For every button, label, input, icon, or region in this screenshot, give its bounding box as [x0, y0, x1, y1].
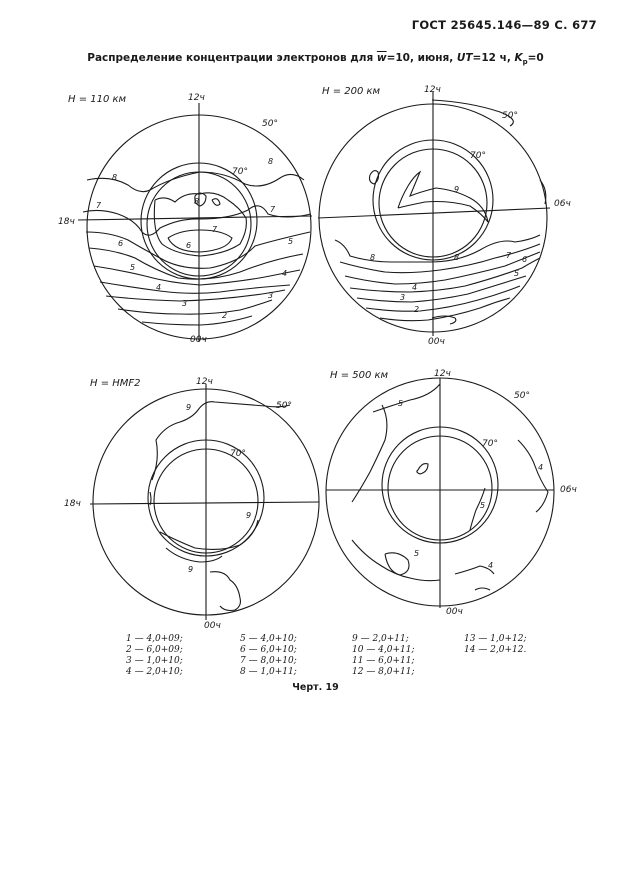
latitude-label-inner: 70°: [470, 151, 486, 161]
hour-label-bottom: 00ч: [428, 337, 445, 347]
contour-label: 6: [522, 255, 528, 264]
hour-label-top: 12ч: [424, 85, 441, 95]
contour-label: 9: [188, 565, 194, 574]
contour-label: 4: [412, 283, 418, 292]
contour-line: [83, 206, 311, 235]
contour-line: [100, 282, 290, 293]
title-w-symbol: $\overline{w}$: [376, 52, 387, 64]
hour-label-bottom: 00ч: [204, 621, 221, 631]
contour-label: 8: [454, 253, 460, 262]
contour-label: 4: [156, 283, 162, 292]
contour-label: 2: [414, 305, 420, 314]
legend-column: [240, 634, 297, 678]
contour-line: [168, 230, 232, 252]
contour-label: 9: [186, 403, 192, 412]
contour-label: 7: [212, 225, 218, 234]
contour-line: [87, 172, 304, 192]
contour-label: 5: [398, 399, 404, 408]
legend-item: 14 — 2,0+12.: [464, 645, 527, 655]
latitude-label-outer: 50°: [502, 111, 518, 121]
contour-label: 4: [488, 561, 494, 570]
panel-110km: [78, 103, 312, 342]
legend-item: 13 — 1,0+12;: [464, 634, 527, 644]
contour-label: 5: [514, 269, 520, 278]
contour-line: [118, 300, 272, 314]
latitude-label-inner: 70°: [482, 439, 498, 449]
contour-line: [212, 199, 220, 206]
contour-line: [86, 232, 310, 268]
hour-label-right: 06ч: [554, 199, 571, 209]
contour-line: [357, 276, 526, 302]
latitude-label-inner: 70°: [232, 167, 248, 177]
contour-label: 5: [130, 263, 136, 272]
contour-label: 5: [480, 501, 486, 510]
legend-item: 4 — 2,0+10;: [126, 667, 183, 677]
contour-label: 8: [194, 197, 200, 206]
contour-line: [152, 402, 290, 480]
title-middle: =10, июня,: [386, 52, 457, 64]
legend-item: 7 — 8,0+10;: [240, 656, 297, 666]
title-ut-value: =12 ч,: [472, 52, 515, 64]
latitude-label-outer: 50°: [514, 391, 530, 401]
hour-label-top: 12ч: [434, 369, 451, 379]
meridian-18-06: [318, 208, 550, 218]
height-label: H = 500 км: [330, 370, 389, 381]
contour-label: 3: [400, 293, 406, 302]
contour-line: [106, 290, 285, 301]
contour-label: 5: [414, 549, 420, 558]
contour-line: [160, 520, 258, 549]
contour-line: [518, 440, 548, 512]
hour-label-bottom: 00ч: [446, 607, 463, 617]
figure-caption: Черт. 19: [292, 682, 339, 693]
hour-label-right: 06ч: [560, 485, 577, 495]
contour-label: 5: [288, 237, 294, 246]
contour-label: 7: [96, 201, 102, 210]
panel-200km: [318, 92, 550, 336]
contour-label: 8: [112, 173, 118, 182]
contour-label: 7: [270, 205, 276, 214]
contour-line: [142, 316, 252, 325]
page-header: ГОСТ 25645.146—89 С. 677: [411, 18, 597, 32]
legend-item: 2 — 6,0+09;: [126, 645, 183, 655]
legend-item: 9 — 2,0+11;: [352, 634, 409, 644]
panel-500km: [326, 378, 554, 608]
legend-item: 11 — 6,0+11;: [352, 656, 415, 666]
contour-label: 3: [268, 291, 274, 300]
contour-label: 4: [282, 269, 288, 278]
contour-label: 3: [182, 299, 188, 308]
hour-label-top: 12ч: [196, 377, 213, 387]
height-label: H = HMF2: [90, 378, 141, 389]
contour-label: 4: [538, 463, 544, 472]
latitude-label-outer: 50°: [276, 401, 292, 411]
hour-label-left: 18ч: [58, 217, 75, 227]
legend-column: [464, 634, 527, 656]
legend-item: 6 — 6,0+10;: [240, 645, 297, 655]
hour-label-top: 12ч: [188, 93, 205, 103]
latitude-label-outer: 50°: [262, 119, 278, 129]
title-ut-symbol: UT: [456, 52, 473, 64]
legend-column: [126, 634, 183, 678]
meridian-18-06: [90, 502, 319, 504]
hour-label-left: 18ч: [64, 499, 81, 509]
contour-line: [475, 588, 490, 590]
height-label: H = 200 км: [322, 86, 381, 97]
legend-item: 10 — 4,0+11;: [352, 645, 415, 655]
title-kp-value: =0: [527, 52, 544, 64]
contour-line: [540, 180, 546, 204]
contour-line: [417, 464, 428, 474]
contour-label: 9: [246, 511, 252, 520]
height-label: H = 110 км: [68, 94, 127, 105]
contour-label: 6: [186, 241, 192, 250]
legend-item: 12 — 8,0+11;: [352, 667, 415, 677]
legend-item: 5 — 4,0+10;: [240, 634, 297, 644]
contour-label: 8: [370, 253, 376, 262]
contour-line: [89, 248, 303, 279]
contour-label: 2: [222, 311, 228, 320]
title-prefix: Распределение концентрации электронов для: [87, 52, 377, 64]
contour-label: 8: [268, 157, 274, 166]
title-kp-sub: p: [522, 58, 528, 67]
legend-column: [352, 634, 415, 678]
contour-line: [150, 492, 151, 505]
contour-label: 7: [506, 251, 512, 260]
legend-item: 3 — 1,0+10;: [126, 656, 183, 666]
contour-line: [210, 572, 240, 611]
title-kp-symbol: K: [514, 52, 523, 64]
contour-line: [352, 540, 440, 581]
legend-item: 1 — 4,0+09;: [126, 634, 183, 644]
legend-item: 8 — 1,0+11;: [240, 667, 297, 677]
latitude-label-inner: 70°: [230, 449, 246, 459]
panel-hmf2: [90, 384, 319, 620]
contour-line: [385, 553, 409, 575]
contour-label: 9: [454, 185, 460, 194]
contour-label: 6: [118, 239, 124, 248]
hour-label-bottom: 00ч: [190, 335, 207, 345]
